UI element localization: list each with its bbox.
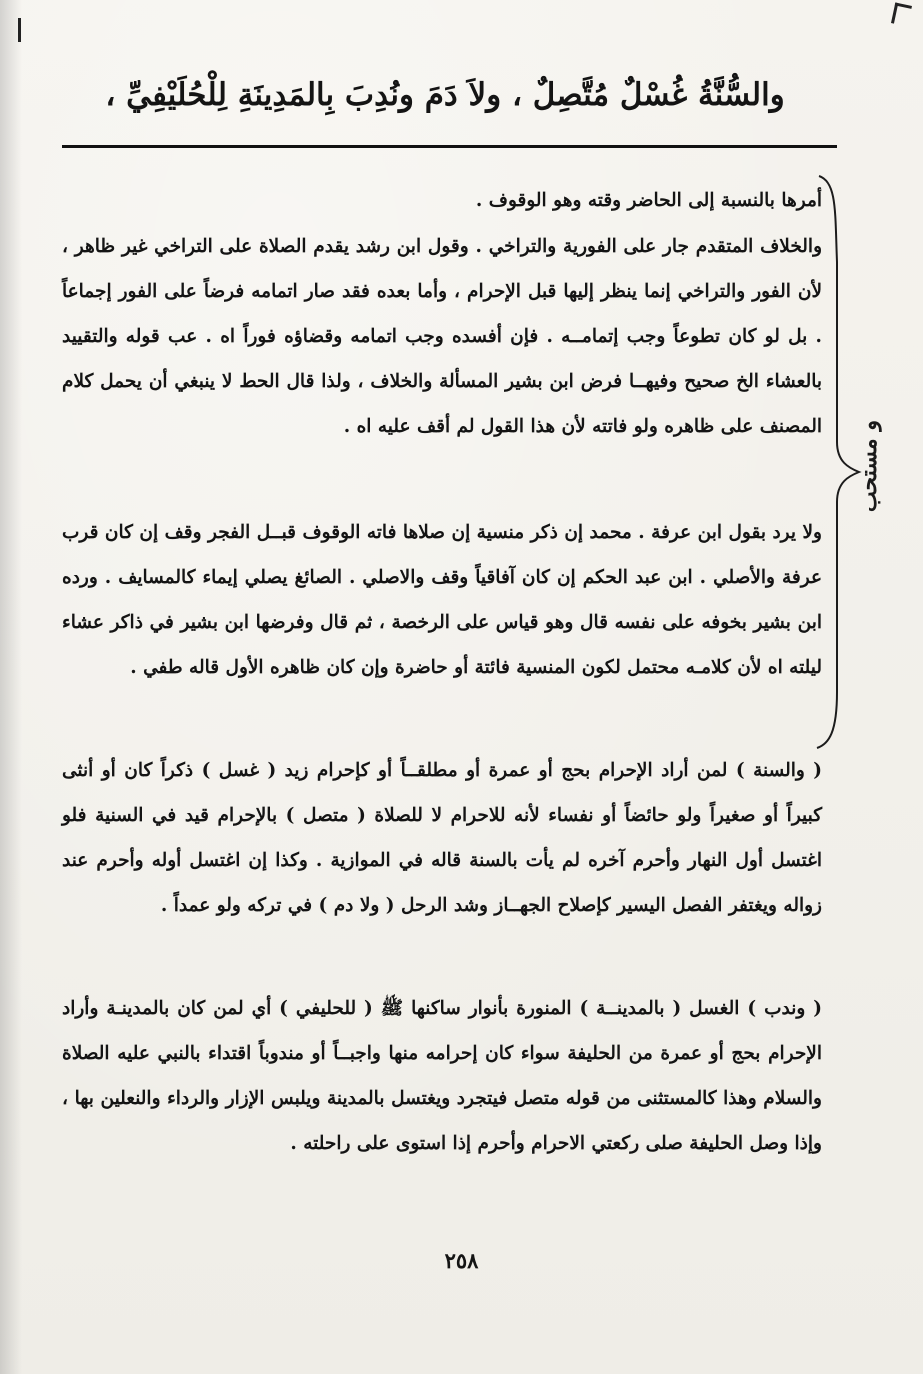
paragraph-5: ( وندب ) الغسل ( بالمدينــة ) المنورة بأنوار ساكنها ﷺ ( للحليفي ) أي لمن كان بالمدينـة وأراد الإحرام بحج أو عمرة من الحليفة سواء كان إحرامه منها واجبــاً أو مندوباً اقتداء بالنبي عليه الصلاة والسلام وهذا كالمستثنى من قوله متصل فيتجرد ويغتسل بالمدينة ويلبس الإزار والرداء والنعلين بها ، وإذا وصل الحليفة صلى ركعتي الاحرام وأحرم إذا استوى على راحلته . bbox=[62, 998, 822, 1154]
page-header-title: والسُّنَّةُ غُسْلٌ مُتَّصِلٌ ، ولاَ دَمَ ونُدِبَ بِالمَدِينَةِ لِلْحُلَيْفِيِّ ، bbox=[105, 77, 785, 113]
page-number: ٢٥٨ bbox=[444, 1248, 479, 1273]
page-edge-shadow bbox=[0, 0, 22, 1374]
paragraph-3: ولا يرد بقول ابن عرفة . محمد إن ذكر منسية إن صلاها فاته الوقوف قبــل الفجر وقف إن كان قرب عرفة والأصلي . ابن عبد الحكم إن كان آفاقياً وقف والاصلي . الصائغ يصلي إيماء كالمسايف . ورده ابن بشير بخوفه على نفسه قال وهو قياس على الرخصة ، ثم قال وفرضها ابن بشير في ذاكر عشاء ليلته اه لأن كلامـه محتمل لكون المنسية فائتة أو حاضرة وإن كان ظاهره الأول قاله طفي . bbox=[62, 522, 822, 678]
handwritten-margin-note: و مستحب bbox=[856, 420, 882, 513]
paragraph-2: والخلاف المتقدم جار على الفورية والتراخي . وقول ابن رشد يقدم الصلاة على التراخي غير ظاهر ، لأن الفور والتراخي إنما ينظر إليها قبل الإحرام ، وأما بعده فقد صار اتمامه فرضاً على الفور إجماعاً . بل لو كان تطوعاً وجب إتمامــه . فإن أفسده وجب اتمامه وقضاؤه فوراً اه . عب قوله والتقييد بالعشاء الخ صحيح وفيهــا فرض ابن بشير المسألة والخلاف ، ولذا قال الحط لا ينبغي أن يحمل كلام المصنف على ظاهره ولو فاتته لأن هذا القول لم أقف عليه اه . bbox=[62, 236, 822, 437]
scan-mark-corner bbox=[891, 2, 912, 26]
scan-mark bbox=[18, 18, 21, 42]
paragraph-4: ( والسنة ) لمن أراد الإحرام بحج أو عمرة أو مطلقــاً أو كإحرام زيد ( غسل ) ذكراً كان أو أنثى كبيراً أو صغيراً ولو حائضاً أو نفساء لأنه للاحرام لا للصلاة ( متصل ) بالإحرام قيد في السنية فلو اغتسل أول النهار وأحرم آخره لم يأت بالسنة قاله في الموازية . وكذا إن اغتسل أوله وأحرم عند زواله ويغتفر الفصل اليسير كإصلاح الجهــاز وشد الرحل ( ولا دم ) في تركه ولو عمداً . bbox=[62, 760, 822, 916]
header-divider bbox=[62, 145, 837, 148]
paragraph-1: أمرها بالنسبة إلى الحاضر وقته وهو الوقوف . bbox=[475, 190, 822, 211]
